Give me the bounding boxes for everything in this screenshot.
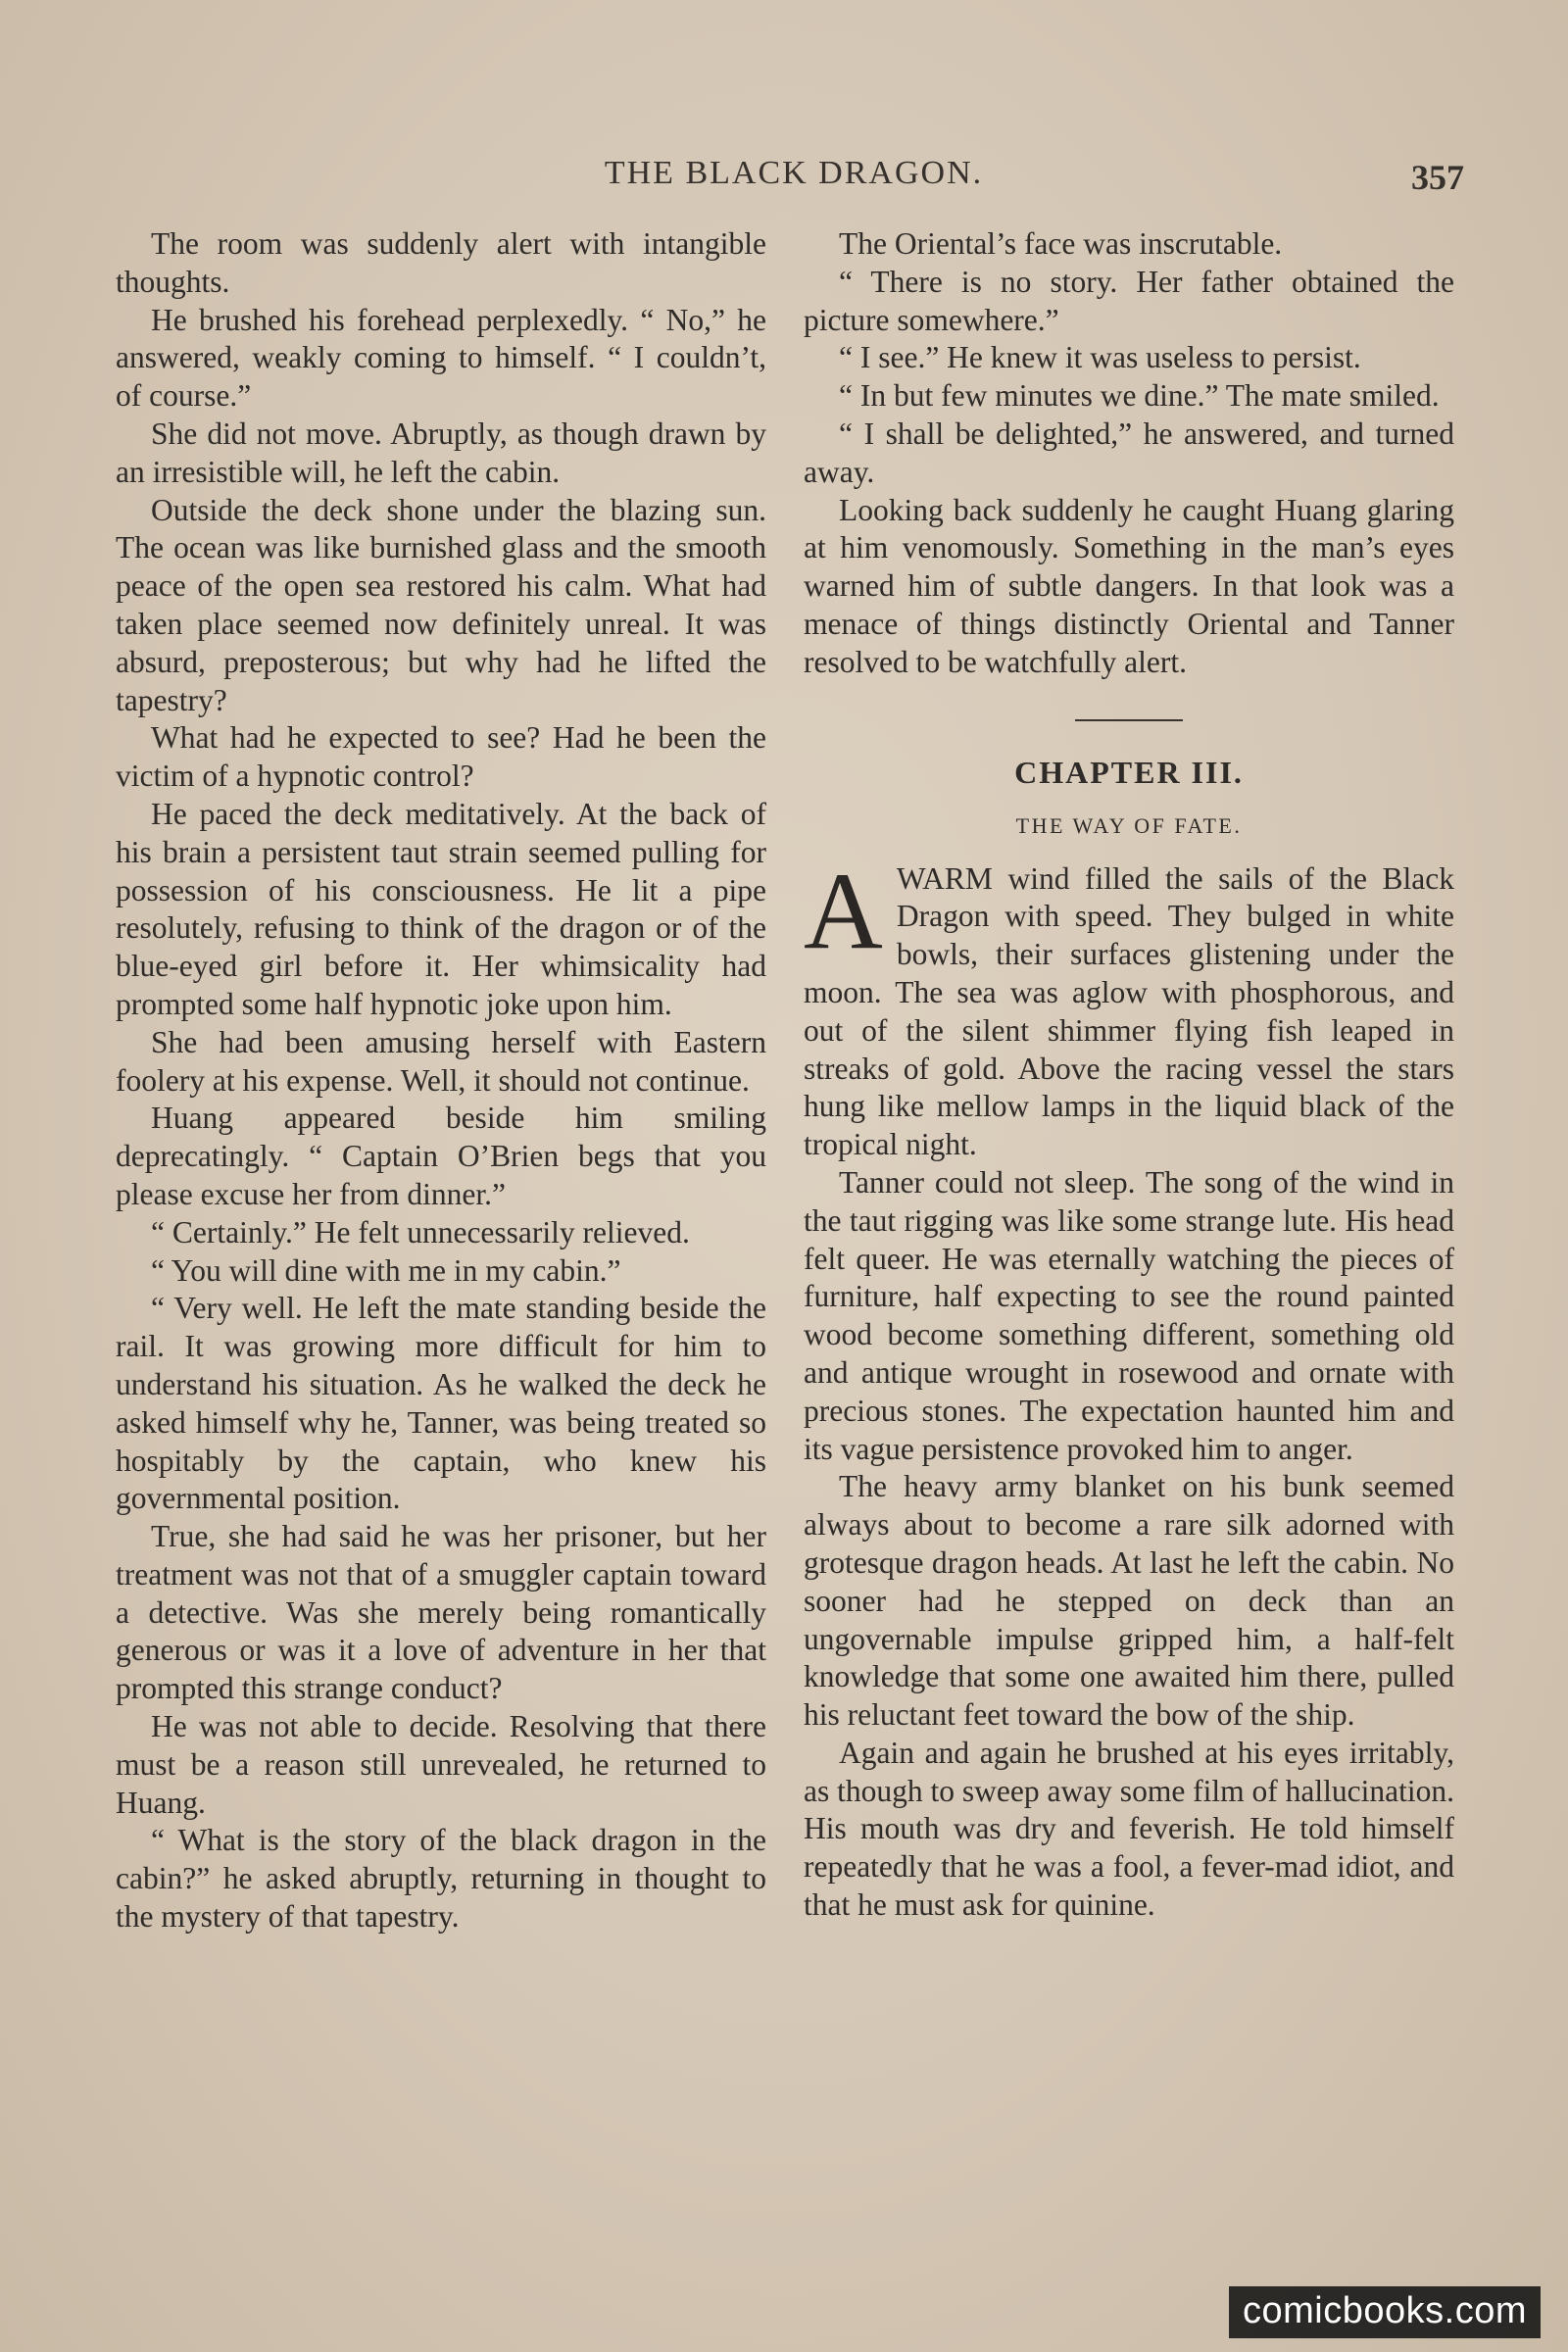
paragraph: “ I see.” He knew it was useless to persist. <box>839 340 1361 375</box>
paragraph: He brushed his forehead perplexedly. “ No,” he answered, weakly coming to himself. “ I couldn’t, of course.” <box>116 302 766 414</box>
paragraph: The room was suddenly alert with intangible thoughts. <box>116 226 766 299</box>
running-head <box>118 155 1470 202</box>
paragraph: What had he expected to see? Had he been the victim of a hypnotic control? <box>116 720 766 794</box>
paragraph: Looking back suddenly he caught Huang glaring at him venomously. Something in the man’s eyes warned him of subtle dangers. In that look was a menace of things distinctly Oriental and Tanner resolved to be watchfully alert. <box>804 492 1454 679</box>
paragraph: “ I shall be delighted,” he answered, and turned away. <box>804 416 1454 489</box>
paragraph: True, she had said he was her prisoner, but her treatment was not that of a smuggler captain toward a detective. Was she merely being romantically generous or was it a love of adventure in her that prompted this strange conduct? <box>116 1519 766 1706</box>
paragraph: The heavy army blanket on his bunk seemed always about to become a rare silk adorned with grotesque dragon heads. At last he left the cabin. No sooner had he stepped on deck than an ungovernable impulse gripped him, a half-felt knowledge that some one awaited him there, pulled his reluctant feet toward the bow of the ship. <box>804 1469 1454 1733</box>
paragraph: The Oriental’s face was inscrutable. <box>839 226 1283 261</box>
drop-cap: A <box>804 850 883 972</box>
chapter-opening-paragraph <box>804 850 1454 1164</box>
paragraph: Again and again he brushed at his eyes irritably, as though to sweep away some film of hallucination. His mouth was dry and feverish. He told himself repeatedly that he was a fool, a fever-mad idiot, and that he must ask for quinine. <box>804 1735 1454 1923</box>
paragraph: “ There is no story. Her father obtained the picture somewhere.” <box>804 264 1454 337</box>
paragraph: “ Certainly.” He felt unnecessarily relieved. <box>151 1214 690 1250</box>
paragraph: “ What is the story of the black dragon in the cabin?” he asked abruptly, returning in thought to the mystery of that tapestry. <box>116 1823 766 1935</box>
paragraph: She had been amusing herself with Eastern foolery at his expense. Well, it should not continue. <box>116 1024 766 1098</box>
paragraph: He was not able to decide. Resolving that there must be a reason still unrevealed, he returned to Huang. <box>116 1709 766 1820</box>
page-number: 357 <box>1411 158 1464 197</box>
right-column <box>804 225 1454 1925</box>
paragraph: Outside the deck shone under the blazing sun. The ocean was like burnished glass and the smooth peace of the open sea restored his calm. What had taken place seemed now definitely unreal. It was absurd, preposterous; but why had he lifted the tapestry? <box>116 492 766 717</box>
paragraph: “ You will dine with me in my cabin.” <box>151 1252 621 1288</box>
section-divider <box>1075 719 1183 721</box>
running-title: THE BLACK DRAGON. <box>604 155 984 191</box>
paragraph: “ Very well. He left the mate standing beside the rail. It was growing more difficult for him to understand his situation. As he walked the deck he asked himself why he, Tanner, was being treated so hospitably by the captain, who knew his governmental position. <box>116 1291 766 1516</box>
chapter-title: CHAPTER III. <box>1014 754 1244 790</box>
watermark: comicbooks.com <box>1229 2286 1541 2338</box>
paragraph: She did not move. Abruptly, as though drawn by an irresistible will, he left the cabin. <box>116 416 766 489</box>
paragraph: He paced the deck meditatively. At the back of his brain a persistent taut strain seemed pulling for possession of his consciousness. He lit a pipe resolutely, refusing to think of the dragon or of the blue-eyed girl before it. Her whimsicality had prompted some half hypnotic joke upon him. <box>116 796 766 1021</box>
chapter-opening-text: WARM wind filled the sails of the Black Dragon with speed. They bulged in white bowls, their surfaces glistening under the moon. The sea was aglow with phosphorous, and out of the silent shimmer flying fish leaped in streaks of gold. Above the racing vessel the stars hung like mellow lamps in the liquid black of the tropical night. <box>804 860 1454 1162</box>
paragraph: Huang appeared beside him smiling deprecatingly. “ Captain O’Brien begs that you please excuse her from dinner.” <box>116 1101 766 1211</box>
left-column <box>116 225 766 1936</box>
paragraph: Tanner could not sleep. The song of the wind in the taut rigging was like some strange lute. His head felt queer. He was eternally watching the pieces of furniture, half expecting to see the round painted wood become something different, something old and antique wrought in rosewood and ornate with precious stones. The expectation haunted him and its vague persistence provoked him to anger. <box>804 1164 1454 1466</box>
paragraph: “ In but few minutes we dine.” The mate smiled. <box>839 378 1440 414</box>
chapter-subtitle: THE WAY OF FATE. <box>1015 812 1243 838</box>
